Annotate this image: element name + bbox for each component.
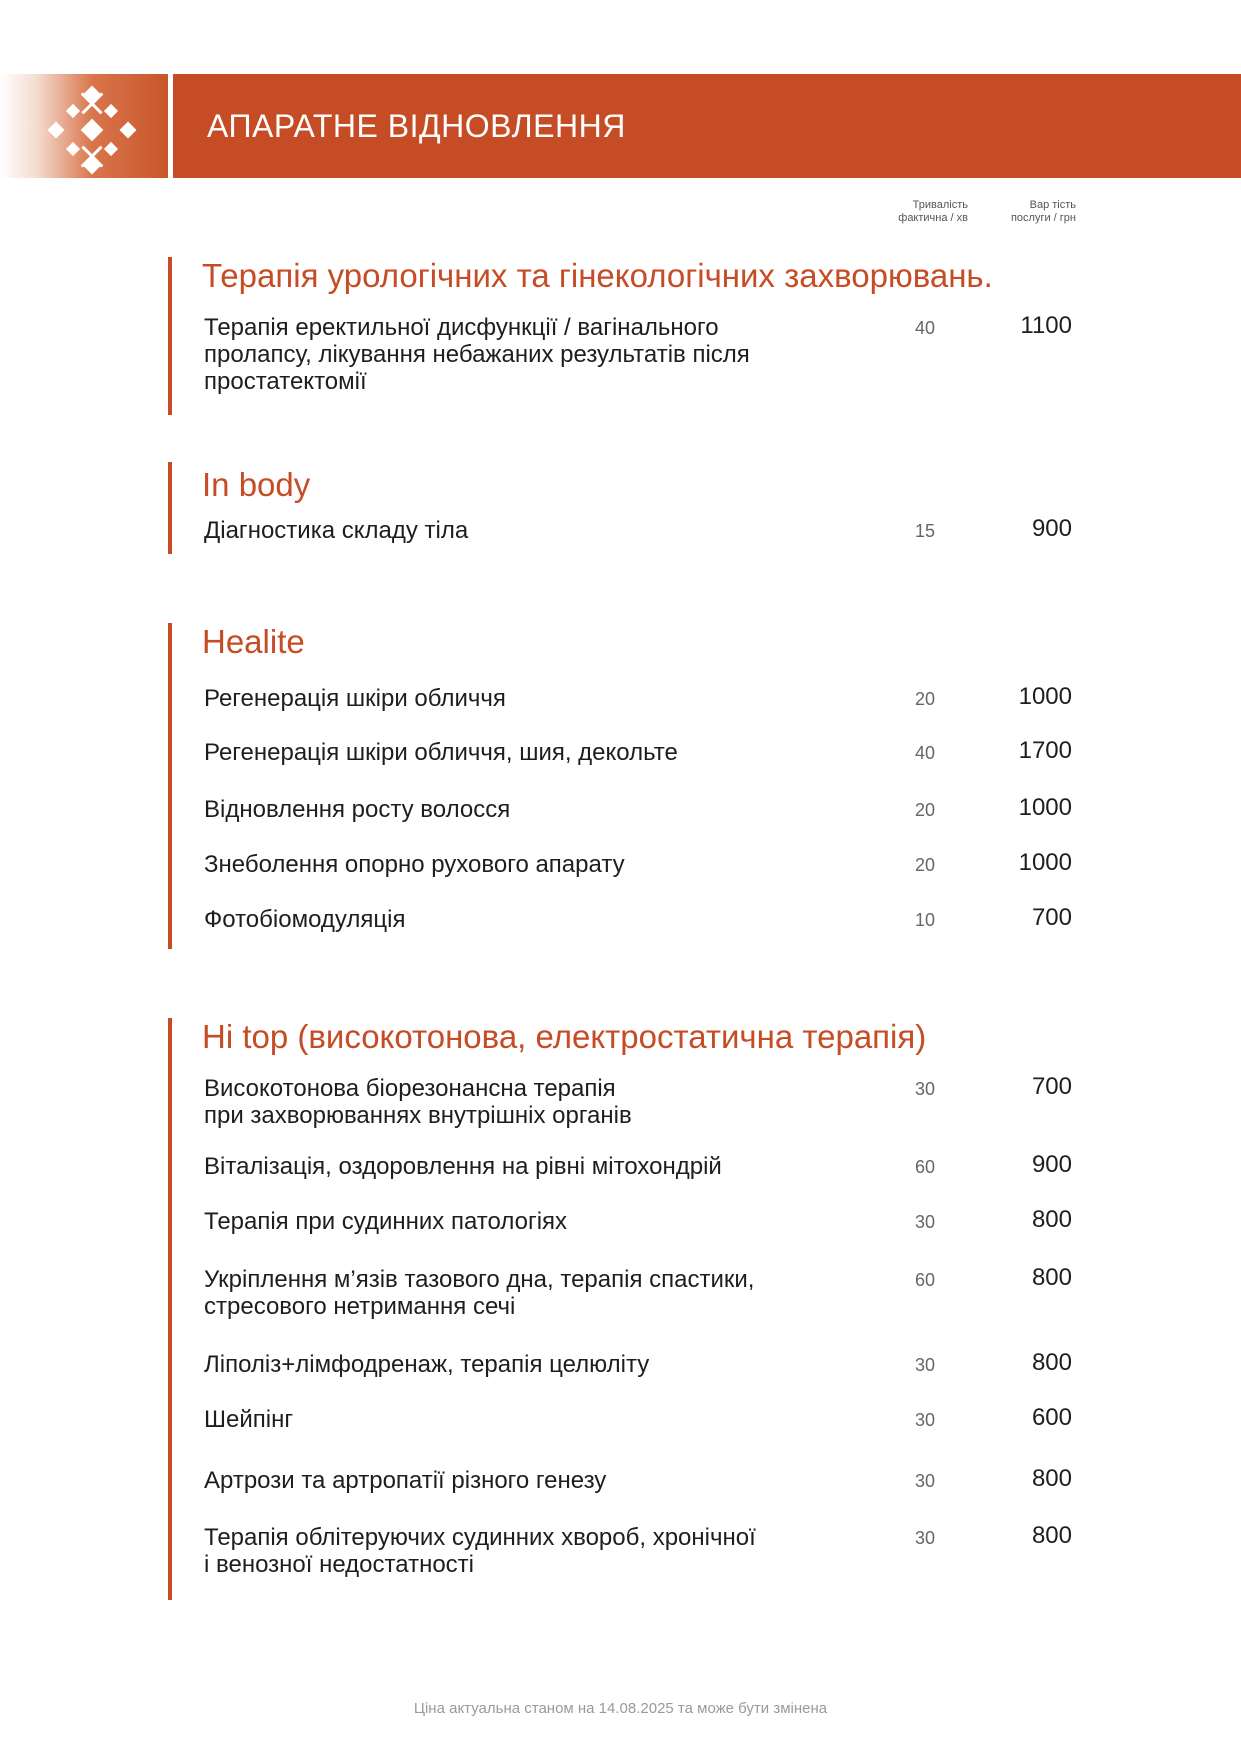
service-price: 1000 [1018, 849, 1072, 876]
service-name: Шейпінг [204, 1406, 294, 1433]
section-title: In body [202, 466, 311, 503]
service-duration: 60 [915, 1270, 936, 1290]
section-title: Healite [202, 623, 305, 660]
service-name: Фотобіомодуляція [204, 906, 406, 933]
section-hitop [168, 1018, 1128, 1600]
page-title: АПАРАТНЕ ВІДНОВЛЕННЯ [207, 108, 626, 144]
service-duration: 30 [915, 1355, 936, 1375]
section-inbody [168, 462, 1128, 554]
service-name: Терапія при судинних патологіях [204, 1208, 568, 1235]
price-column-header: Вар тість послуги / грн [1010, 199, 1076, 224]
header-logo-panel [0, 74, 168, 178]
service-duration: 60 [915, 1157, 936, 1177]
service-duration: 10 [915, 910, 936, 930]
service-price: 800 [1031, 1206, 1072, 1233]
service-duration: 20 [915, 800, 936, 820]
service-name: Терапія облітеруючих судинних хвороб, хронічної і венозної недостатності [204, 1524, 756, 1578]
service-duration: 30 [915, 1410, 936, 1430]
service-duration: 20 [915, 855, 936, 875]
service-price: 700 [1031, 904, 1072, 931]
section-divider-line [168, 462, 172, 554]
service-price: 800 [1031, 1465, 1072, 1492]
service-name: Укріплення м’язів тазового дна, терапія спастики, стресового нетримання сечі [204, 1266, 755, 1320]
service-name: Відновлення росту волосся [204, 796, 511, 823]
service-duration: 30 [915, 1471, 936, 1491]
section-title: Терапія урологічних та гінекологічних захворювань. [202, 257, 993, 294]
section-divider-line [168, 257, 172, 415]
service-price: 900 [1031, 1151, 1072, 1178]
service-price: 1000 [1018, 683, 1072, 710]
service-name: Регенерація шкіри обличчя, шия, декольте [204, 739, 678, 766]
service-name: Високотонова біорезонансна терапія при захворюваннях внутрішніх органів [204, 1075, 632, 1129]
service-name: Регенерація шкіри обличчя [204, 685, 506, 712]
section-title: Hi top (високотонова, електростатична терапія) [202, 1018, 927, 1055]
service-price: 600 [1031, 1404, 1072, 1431]
service-price: 700 [1031, 1073, 1072, 1100]
service-duration: 30 [915, 1212, 936, 1232]
section-urology [168, 257, 1128, 415]
service-name: Терапія еректильної дисфункції / вагінального пролапсу, лікування небажаних результатів після простатектомії [204, 314, 750, 395]
service-duration: 15 [915, 521, 936, 541]
service-name: Ліполіз+лімфодренаж, терапія целюліту [204, 1351, 650, 1378]
section-divider-line [168, 1018, 172, 1600]
section-healite [168, 623, 1128, 949]
service-duration: 40 [915, 318, 936, 338]
service-name: Артрози та артропатії різного генезу [204, 1467, 607, 1494]
duration-column-header: Тривалість фактична / хв [898, 199, 968, 224]
service-name: Знеболення опорно рухового апарату [204, 851, 625, 878]
service-price: 800 [1031, 1522, 1072, 1549]
service-name: Віталізація, оздоровлення на рівні мітохондрій [204, 1153, 722, 1180]
service-duration: 20 [915, 689, 936, 709]
ornament-logo-icon [44, 82, 140, 178]
service-price: 1100 [1020, 312, 1072, 339]
service-price: 800 [1031, 1264, 1072, 1291]
header-bar [173, 74, 1241, 178]
section-divider-line [168, 623, 172, 949]
service-duration: 40 [915, 743, 936, 763]
service-price: 900 [1031, 515, 1072, 542]
price-disclaimer: Ціна актуальна станом на 14.08.2025 та може бути змінена [413, 1700, 828, 1717]
service-duration: 30 [915, 1528, 936, 1548]
service-duration: 30 [915, 1079, 936, 1099]
service-price: 1700 [1018, 737, 1072, 764]
service-price: 800 [1031, 1349, 1072, 1376]
service-name: Діагностика складу тіла [204, 517, 469, 544]
service-price: 1000 [1018, 794, 1072, 821]
